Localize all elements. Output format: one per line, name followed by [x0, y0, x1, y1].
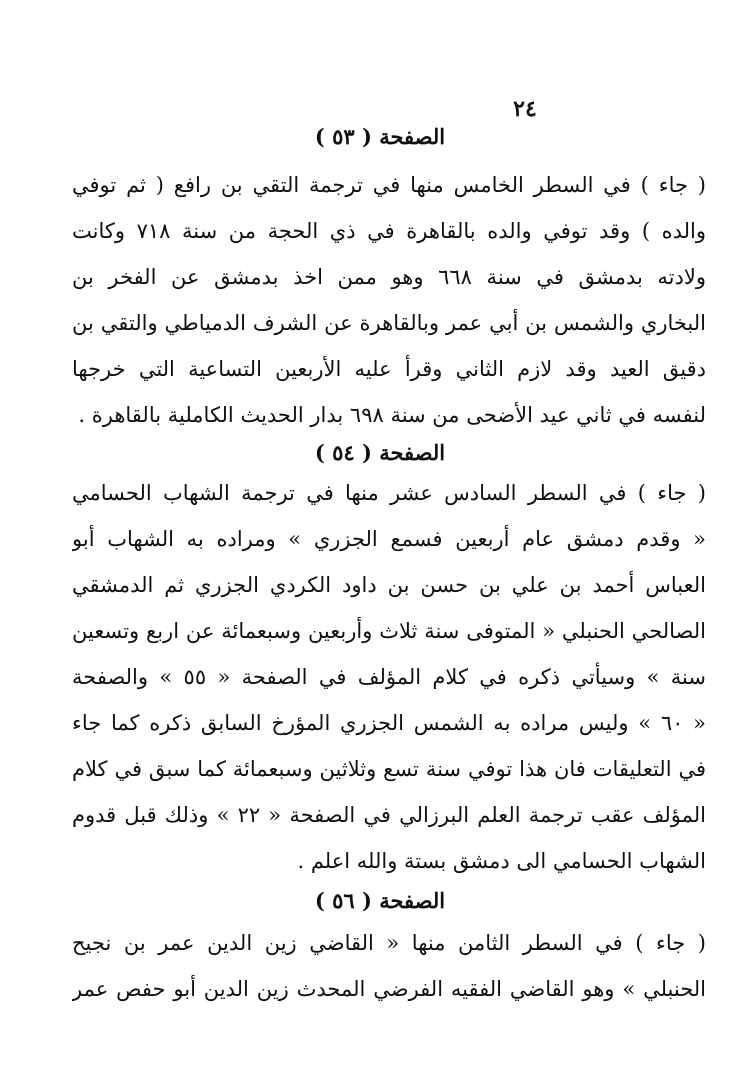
text-line: ( جاء ) في السطر الثامن منها « القاضي زين الدين عمر بن نجيح: [72, 931, 706, 955]
text-line: في التعليقات فان هذا توفي سنة تسع وثلاثين وسبعمائة كما سبق في كلام: [72, 757, 706, 781]
text-line: ولادته بدمشق في سنة ٦٦٨ وهو ممن اخذ بدمشق عن الفخر بن: [72, 265, 706, 289]
text-line: ( جاء ) في السطر السادس عشر منها في ترجمة الشهاب الحسامي: [72, 481, 706, 505]
text-line: « وقدم دمشق عام أربعين فسمع الجزري » ومراده به الشهاب أبو: [72, 527, 706, 551]
section-heading-56: الصفحة ( ٥٦ ): [314, 888, 446, 913]
section-heading-54: الصفحة ( ٥٤ ): [314, 440, 446, 465]
text-line: الشهاب الحسامي الى دمشق بستة والله اعلم .: [297, 849, 706, 873]
text-line: والده ) وقد توفي والده بالقاهرة في ذي الحجة من سنة ٧١٨ وكانت: [72, 219, 706, 243]
text-line: ( جاء ) في السطر الخامس منها في ترجمة التقي بن رافع ( ثم توفي: [72, 173, 706, 197]
section-heading-53: الصفحة ( ٥٣ ): [314, 124, 446, 149]
text-line: لنفسه في ثاني عيد الأضحى من سنة ٦٩٨ بدار الحديث الكاملية بالقاهرة .: [78, 403, 706, 427]
text-line: « ٦٠ » وليس مراده به الشمس الجزري المؤرخ السابق ذكره كما جاء: [72, 711, 706, 735]
page-number: ٢٤: [513, 96, 537, 122]
section-body-56: [72, 920, 706, 1012]
text-line: المؤلف عقب ترجمة العلم البرزالي في الصفحة « ٢٢ » وذلك قبل قدوم: [72, 803, 706, 827]
text-line: الصالحي الحنبلي « المتوفى سنة ثلاث وأربعين وسبعمائة عن اربع وتسعين: [72, 619, 706, 643]
text-line: دقيق العيد وقد لازم الثاني وقرأ عليه الأربعين التساعية التي خرجها: [72, 357, 706, 381]
section-body-54: [72, 470, 706, 884]
text-line: الحنبلي » وهو القاضي الفقيه الفرضي المحدث زين الدين أبو حفص عمر: [72, 977, 706, 1001]
section-body-53: [72, 162, 706, 438]
text-line: البخاري والشمس بن أبي عمر وبالقاهرة عن الشرف الدمياطي والتقي بن: [72, 311, 706, 335]
text-line: سنة » وسيأتي ذكره في كلام المؤلف في الصفحة « ٥٥ » والصفحة: [72, 665, 706, 689]
text-line: العباس أحمد بن علي بن حسن بن داود الكردي الجزري ثم الدمشقي: [72, 573, 706, 597]
